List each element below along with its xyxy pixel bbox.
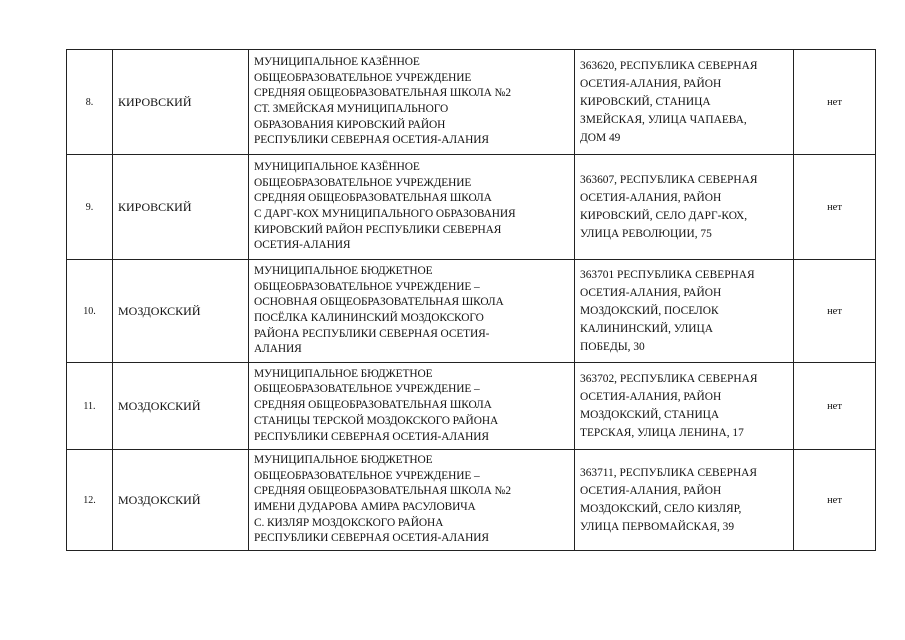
school-name-line: СТ. ЗМЕЙСКАЯ МУНИЦИПАЛЬНОГО (254, 103, 449, 115)
address-line: 363702, РЕСПУБЛИКА СЕВЕРНАЯ (580, 373, 758, 385)
address-line: УЛИЦА РЕВОЛЮЦИИ, 75 (580, 228, 712, 240)
table-row (67, 363, 876, 450)
school-name-line: С. КИЗЛЯР МОЗДОКСКОГО РАЙОНА (254, 516, 444, 529)
table-row (67, 50, 876, 155)
note-cell: нет (794, 155, 876, 260)
address-line: КИРОВСКИЙ, СТАНИЦА (580, 96, 711, 108)
address-line: ОСЕТИЯ-АЛАНИЯ, РАЙОН (580, 192, 722, 204)
address-line: МОЗДОКСКИЙ, СТАНИЦА (580, 409, 720, 421)
district-cell: МОЗДОКСКИЙ (113, 450, 249, 551)
school-name-line: РАЙОНА РЕСПУБЛИКИ СЕВЕРНАЯ ОСЕТИЯ- (254, 327, 490, 340)
address-cell (575, 155, 794, 260)
address-line: УЛИЦА ПЕРВОМАЙСКАЯ, 39 (580, 521, 735, 533)
address-line: ПОБЕДЫ, 30 (580, 341, 645, 353)
school-name-line: СРЕДНЯЯ ОБЩЕОБРАЗОВАТЕЛЬНАЯ ШКОЛА (254, 399, 492, 412)
school-name-line: СРЕДНЯЯ ОБЩЕОБРАЗОВАТЕЛЬНАЯ ШКОЛА №2 (254, 485, 511, 498)
row-number: 8. (67, 50, 113, 155)
address-line: ДОМ 49 (580, 132, 621, 144)
school-name-cell (249, 260, 575, 363)
school-name-line: ОБЩЕОБРАЗОВАТЕЛЬНОЕ УЧРЕЖДЕНИЕ (254, 71, 472, 84)
school-name-line: СРЕДНЯЯ ОБЩЕОБРАЗОВАТЕЛЬНАЯ ШКОЛА (254, 192, 492, 205)
district-cell: КИРОВСКИЙ (113, 50, 249, 155)
row-number: 9. (67, 155, 113, 260)
address-line: КАЛИНИНСКИЙ, УЛИЦА (580, 323, 713, 335)
school-name-line: ОБЩЕОБРАЗОВАТЕЛЬНОЕ УЧРЕЖДЕНИЕ – (254, 469, 480, 482)
note-cell: нет (794, 260, 876, 363)
school-name-line: ПОСЁЛКА КАЛИНИНСКИЙ МОЗДОКСКОГО (254, 312, 484, 324)
school-name-line: СРЕДНЯЯ ОБЩЕОБРАЗОВАТЕЛЬНАЯ ШКОЛА №2 (254, 87, 511, 100)
address-cell (575, 50, 794, 155)
address-line: 363711, РЕСПУБЛИКА СЕВЕРНАЯ (580, 467, 757, 479)
address-line: МОЗДОКСКИЙ, ПОСЕЛОК (580, 305, 719, 317)
school-name-line: МУНИЦИПАЛЬНОЕ БЮДЖЕТНОЕ (254, 264, 433, 277)
address-line: 363620, РЕСПУБЛИКА СЕВЕРНАЯ (580, 60, 758, 72)
school-name-line: МУНИЦИПАЛЬНОЕ КАЗЁННОЕ (254, 55, 420, 68)
note-cell: нет (794, 363, 876, 450)
school-name-line: РЕСПУБЛИКИ СЕВЕРНАЯ ОСЕТИЯ-АЛАНИЯ (254, 134, 489, 147)
address-cell (575, 260, 794, 363)
school-name-cell (249, 363, 575, 450)
school-name-line: РЕСПУБЛИКИ СЕВЕРНАЯ ОСЕТИЯ-АЛАНИЯ (254, 532, 489, 545)
address-line: ТЕРСКАЯ, УЛИЦА ЛЕНИНА, 17 (580, 427, 744, 439)
address-line: ОСЕТИЯ-АЛАНИЯ, РАЙОН (580, 485, 722, 497)
school-name-line: МУНИЦИПАЛЬНОЕ БЮДЖЕТНОЕ (254, 367, 433, 380)
school-name-line: ОСНОВНАЯ ОБЩЕОБРАЗОВАТЕЛЬНАЯ ШКОЛА (254, 296, 504, 309)
school-name-line: ИМЕНИ ДУДАРОВА АМИРА РАСУЛОВИЧА (254, 501, 476, 513)
school-name-cell (249, 155, 575, 260)
row-number: 11. (67, 363, 113, 450)
address-line: ОСЕТИЯ-АЛАНИЯ, РАЙОН (580, 391, 722, 403)
school-name-line: ОБЩЕОБРАЗОВАТЕЛЬНОЕ УЧРЕЖДЕНИЕ (254, 176, 472, 189)
table-row (67, 155, 876, 260)
note-cell: нет (794, 450, 876, 551)
district-cell: КИРОВСКИЙ (113, 155, 249, 260)
district-cell: МОЗДОКСКИЙ (113, 260, 249, 363)
school-name-line: КИРОВСКИЙ РАЙОН РЕСПУБЛИКИ СЕВЕРНАЯ (254, 223, 502, 236)
school-name-line: РЕСПУБЛИКИ СЕВЕРНАЯ ОСЕТИЯ-АЛАНИЯ (254, 430, 489, 443)
school-name-line: МУНИЦИПАЛЬНОЕ КАЗЁННОЕ (254, 160, 420, 173)
school-name-cell (249, 450, 575, 551)
school-name-line: ОСЕТИЯ-АЛАНИЯ (254, 239, 351, 252)
row-number: 12. (67, 450, 113, 551)
schools-table (66, 49, 876, 551)
note-cell: нет (794, 50, 876, 155)
address-line: ОСЕТИЯ-АЛАНИЯ, РАЙОН (580, 287, 722, 299)
district-cell: МОЗДОКСКИЙ (113, 363, 249, 450)
address-line: ОСЕТИЯ-АЛАНИЯ, РАЙОН (580, 78, 722, 90)
school-name-line: С ДАРГ-КОХ МУНИЦИПАЛЬНОГО ОБРАЗОВАНИЯ (254, 208, 516, 220)
address-line: 363607, РЕСПУБЛИКА СЕВЕРНАЯ (580, 174, 758, 186)
school-name-line: МУНИЦИПАЛЬНОЕ БЮДЖЕТНОЕ (254, 453, 433, 466)
address-cell (575, 450, 794, 551)
school-name-line: ОБЩЕОБРАЗОВАТЕЛЬНОЕ УЧРЕЖДЕНИЕ – (254, 383, 480, 396)
school-name-line: СТАНИЦЫ ТЕРСКОЙ МОЗДОКСКОГО РАЙОНА (254, 414, 499, 427)
school-name-line: ОБЩЕОБРАЗОВАТЕЛЬНОЕ УЧРЕЖДЕНИЕ – (254, 280, 480, 293)
table-row (67, 260, 876, 363)
school-name-line: ОБРАЗОВАНИЯ КИРОВСКИЙ РАЙОН (254, 118, 446, 131)
school-name-cell (249, 50, 575, 155)
address-cell (575, 363, 794, 450)
address-line: ЗМЕЙСКАЯ, УЛИЦА ЧАПАЕВА, (580, 114, 747, 126)
school-name-line: АЛАНИЯ (254, 343, 302, 356)
address-line: МОЗДОКСКИЙ, СЕЛО КИЗЛЯР, (580, 503, 742, 515)
address-line: КИРОВСКИЙ, СЕЛО ДАРГ-КОХ, (580, 210, 748, 222)
row-number: 10. (67, 260, 113, 363)
address-line: 363701 РЕСПУБЛИКА СЕВЕРНАЯ (580, 269, 755, 281)
table-row (67, 450, 876, 551)
